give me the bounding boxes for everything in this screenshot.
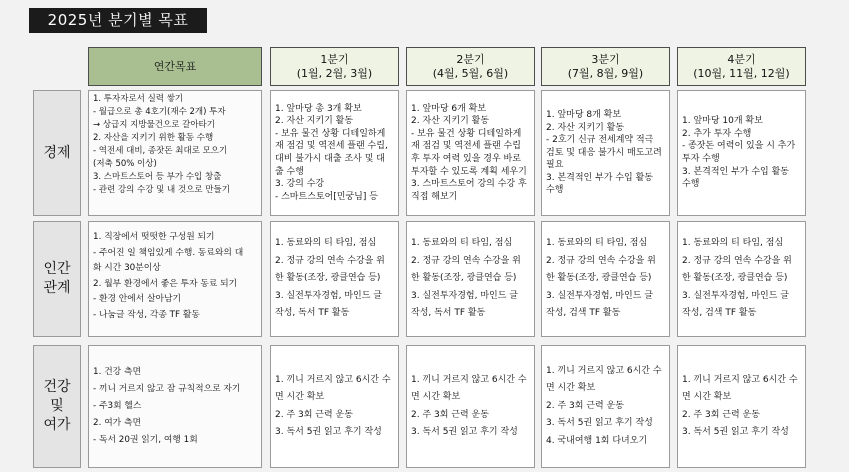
goal-line: 1. 끼니 거르지 않고 6시간 수	[546, 365, 662, 376]
goal-line: 2. 정규 강의 연속 수강을 위	[411, 255, 521, 266]
goal-line: 1. 투자자로서 실력 쌓기	[93, 94, 184, 104]
goal-line: - 환경 안에서 살아남기	[93, 294, 182, 304]
goal-line: 3. 강의 수강	[275, 179, 325, 190]
q2-goal-economy	[406, 90, 535, 216]
column-header-q2	[406, 47, 535, 86]
q1-goal-health-leisure	[270, 345, 399, 468]
goal-line: 투자할 수 있도록 계획 세우기	[411, 166, 527, 177]
row-header-relationships-line: 인간	[43, 261, 71, 277]
q1-goal-economy	[270, 90, 399, 216]
q3-goal-health-leisure	[541, 345, 670, 468]
q1-goal-relationships	[270, 221, 399, 337]
goal-line: 투자 수행	[682, 154, 720, 164]
goal-line: 2. 자산 지키기 활동	[546, 122, 625, 133]
column-header-q1-name: 1분기	[320, 52, 349, 66]
row-header-relationships-line: 관계	[43, 280, 71, 296]
goal-line: 재 점검 및 역전세 플랜 수립,	[275, 141, 388, 152]
goal-line: 직접 해보기	[411, 191, 458, 202]
goal-line: 작성, 검색 TF 활동	[682, 308, 757, 319]
goal-line: 1. 건강 측면	[93, 367, 141, 377]
column-header-q1-months: (1월, 2월, 3월)	[296, 66, 373, 80]
row-header-economy	[33, 90, 81, 216]
goal-line: - 나눔글 작성, 각종 TF 활동	[93, 309, 200, 320]
goal-line: 2. 정규 강의 연속 수강을 위	[682, 255, 792, 266]
goal-line: 3. 실전투자경험, 마인드 글	[275, 290, 382, 301]
goal-line: 3. 실전투자경험, 마인드 글	[411, 290, 518, 301]
column-header-annual	[88, 47, 262, 86]
goal-line: 대비 불가시 대출 조사 및 대	[275, 154, 385, 164]
goal-line: 작성, 독서 TF 활동	[411, 308, 486, 319]
column-header-q4	[677, 47, 806, 86]
goal-line: 후 투자 여력 있을 경우 바로	[411, 154, 521, 164]
q2-goal-health-leisure	[406, 345, 535, 468]
goal-line: 1. 끼니 거르지 않고 6시간 수	[682, 374, 798, 385]
goal-line: 2. 자산 지키기 활동	[411, 116, 490, 127]
goal-line: 1. 동료와의 티 타임, 점심	[275, 238, 377, 249]
q4-goal-economy	[677, 90, 806, 216]
row-header-health-leisure-line: 건강	[43, 379, 71, 395]
goal-line: 1. 앞마당 8개 확보	[546, 109, 622, 120]
goal-line: 면 시간 확보	[275, 392, 325, 402]
goal-line: 2. 자산 지키기 활동	[275, 116, 354, 127]
goal-line: 2. 주 3회 근력 운동	[682, 409, 760, 420]
goal-line: - 보유 물건 상황 디테일하게	[275, 128, 386, 139]
goal-line: 1. 끼니 거르지 않고 6시간 수	[275, 374, 391, 385]
goal-line: 1. 동료와의 티 타임, 점심	[546, 238, 648, 249]
goal-line: 한 활동(조장, 광클연습 등)	[411, 273, 517, 284]
goal-line: - 독서 20권 읽기, 여행 1회	[93, 435, 198, 445]
goal-line: - 관련 강의 수강 및 내 것으로 만들기	[93, 185, 230, 195]
row-header-health-leisure-line: 여가	[43, 417, 71, 433]
goal-line: 1. 앞마당 10개 확보	[682, 116, 763, 127]
page-title: 2025년 분기별 목표	[29, 8, 207, 33]
row-header-health-leisure-line: 및	[50, 398, 64, 414]
goal-line: - 끼니 거르지 않고 잠 규칙적으로 자기	[93, 384, 241, 394]
goal-line: 3. 본격적인 부가 수입 활동	[682, 166, 789, 177]
goal-line: 2. 추가 투자 수행	[682, 128, 752, 139]
q2-goal-relationships	[406, 221, 535, 337]
goal-line: - 주3회 헬스	[93, 401, 142, 411]
column-header-q3	[541, 47, 670, 86]
column-header-q2-name: 2분기	[456, 52, 485, 66]
goal-line: 2. 정규 강의 연속 수강을 위	[275, 255, 385, 266]
row-header-economy-line: 경제	[43, 144, 71, 161]
annual-goal-relationships	[88, 221, 262, 337]
goal-line: - 역전세 대비, 종잣돈 최대로 모으기	[93, 146, 228, 156]
column-header-q3-months: (7월, 8월, 9월)	[567, 66, 644, 80]
goal-line: 수행	[682, 179, 700, 190]
goal-line: 1. 동료와의 티 타임, 점심	[411, 238, 513, 249]
goal-line: 면 시간 확보	[411, 392, 461, 402]
goal-line: 재 점검 및 역전세 플랜 수립	[411, 141, 521, 152]
goal-line: 3. 독서 5권 읽고 후기 작성	[411, 427, 518, 437]
goal-line: 4. 국내여행 1회 다녀오기	[546, 435, 648, 446]
goal-line: 3. 스마트스토어 등 부가 수입 창출	[93, 172, 222, 182]
goal-line: - 스마트스토어[민궁님] 등	[275, 191, 378, 202]
goal-line: 면 시간 확보	[682, 392, 732, 402]
column-header-annual-label: 연간목표	[153, 59, 197, 73]
row-header-relationships	[33, 221, 81, 337]
goal-line: 수행	[546, 185, 564, 196]
goal-line: 2. 주 3회 근력 운동	[411, 409, 489, 420]
goal-line: 3. 독서 5권 읽고 후기 작성	[546, 418, 653, 429]
q3-goal-economy	[541, 90, 670, 216]
goal-line: 2. 정규 강의 연속 수강을 위	[546, 255, 656, 266]
goal-line: 3. 실전투자경험, 마인드 글	[546, 290, 653, 301]
goal-line: 화 시간 30분이상	[93, 263, 161, 273]
q4-goal-health-leisure	[677, 345, 806, 468]
goal-line: - 주어진 일 책임있게 수행. 동료와의 대	[93, 247, 244, 258]
annual-goal-health-leisure	[88, 345, 262, 468]
goal-line: 작성, 검색 TF 활동	[546, 308, 621, 319]
goal-line: 필요	[546, 160, 564, 171]
goal-line: 면 시간 확보	[546, 383, 596, 394]
goal-line: 1. 앞마당 총 3개 확보	[275, 103, 362, 114]
goal-line: 한 활동(조장, 광클연습 등)	[275, 273, 381, 284]
goal-line: - 월급으로 총 4호기(재수 2개) 투자	[93, 107, 226, 117]
q3-goal-relationships	[541, 221, 670, 337]
goal-line: 1. 동료와의 티 타임, 점심	[682, 238, 784, 249]
goal-line: 검토 및 대응 불가시 매도고려	[546, 147, 662, 158]
q4-goal-relationships	[677, 221, 806, 337]
column-header-q4-months: (10월, 11월, 12월)	[693, 66, 790, 80]
goal-line: 2. 주 3회 근력 운동	[546, 400, 624, 411]
goal-line: → 상급지 지방물건으로 갈아타기	[93, 120, 215, 130]
goal-line: 3. 독서 5권 읽고 후기 작성	[275, 427, 382, 437]
row-header-health-leisure	[33, 345, 81, 468]
goal-line: - 2호기 신규 전세계약 적극	[546, 135, 654, 146]
goal-line: 2. 여가 측면	[93, 418, 141, 428]
goal-line: 1. 직장에서 떳떳한 구성원 되기	[93, 232, 215, 242]
column-header-q2-months: (4월, 5월, 6월)	[432, 66, 509, 80]
column-header-q3-name: 3분기	[591, 52, 620, 66]
goal-line: - 종잣돈 여력이 있을 시 추가	[682, 141, 796, 152]
goal-line: - 보유 물건 상황 디테일하게	[411, 128, 522, 139]
goal-line: 2. 주 3회 근력 운동	[275, 409, 353, 420]
goal-line: 2. 월부 환경에서 좋은 투자 동료 되기	[93, 278, 238, 289]
goal-line: 2. 자산을 지키기 위한 활동 수행	[93, 133, 214, 143]
annual-goal-economy	[88, 90, 262, 216]
goal-line: 작성, 독서 TF 활동	[275, 308, 350, 319]
goal-line: 한 활동(조장, 광클연습 등)	[682, 273, 788, 284]
goal-line: 3. 스마트스토어 강의 수강 후	[411, 179, 527, 190]
column-header-q1	[270, 47, 399, 86]
goal-line: 1. 끼니 거르지 않고 6시간 수	[411, 374, 527, 385]
goal-line: 3. 독서 5권 읽고 후기 작성	[682, 427, 789, 437]
goal-line: (저축 50% 이상)	[93, 159, 157, 169]
goal-line: 1. 앞마당 6개 확보	[411, 103, 487, 114]
goal-line: 출 수행	[275, 166, 304, 177]
column-header-q4-name: 4분기	[727, 52, 756, 66]
goal-line: 3. 본격적인 부가 수입 활동	[546, 172, 653, 183]
goal-line: 한 활동(조장, 광클연습 등)	[546, 273, 652, 284]
goal-line: 3. 실전투자경험, 마인드 글	[682, 290, 789, 301]
